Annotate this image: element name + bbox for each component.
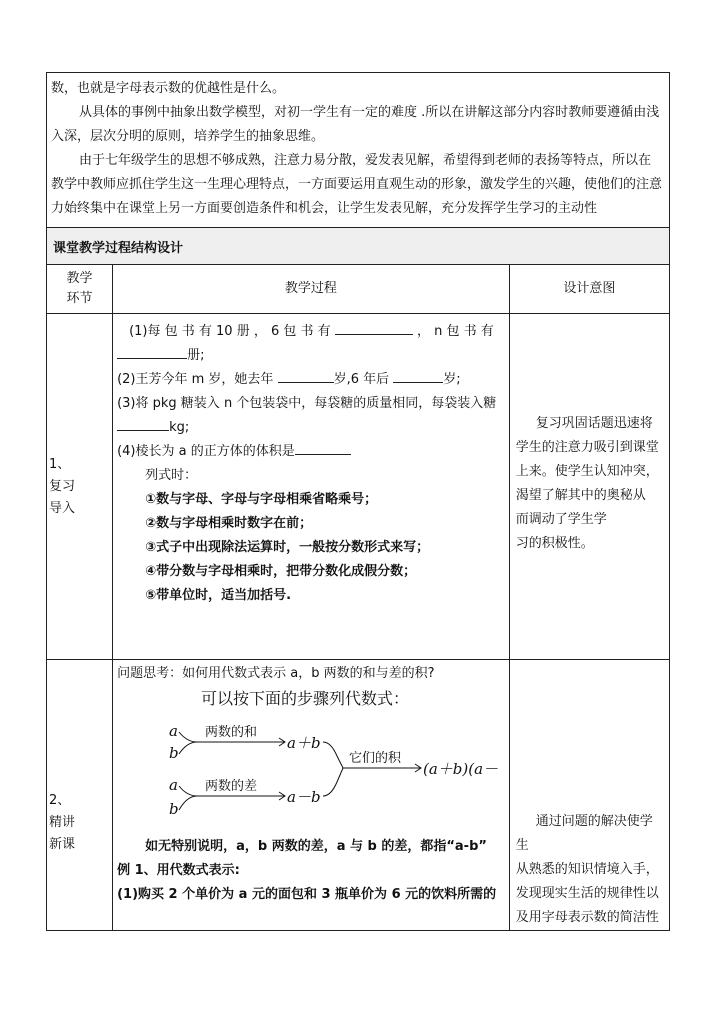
header-process: 教学过程 [113,265,510,314]
stage-cell-2 [47,660,113,931]
answer-blank [335,320,413,335]
example-item-1: (1)购买 2 个单价为 a 元的面包和 3 瓶单价为 6 元的饮料所需的 [117,887,497,902]
rule-item: ②数与字母相乘时数字在前； [145,516,313,531]
question-2 [117,368,505,392]
diagram-line [323,768,343,796]
answer-blank [393,368,443,383]
stage-2-number: 2、 [49,793,71,808]
stage-2-line2: 新课 [49,837,76,852]
step-diagram-svg [117,690,509,822]
answer-blank [117,344,187,359]
intent-cell-1 [509,314,669,660]
intent-line: 习的积极性。 [515,536,594,551]
stage-1-line1: 复习 [49,479,76,494]
intent-line: 上来。使学生认知冲突， [515,464,659,479]
sum-label: 两数的和 [205,725,258,740]
row-review [47,314,670,660]
rule-item: ④带分数与字母相乘时，把带分数化成假分数； [145,564,417,579]
diagram-line [179,796,197,810]
question-1-part-c: 册; [187,348,205,363]
intent-cell-2 [509,660,669,931]
question-think: 问题思考：如何用代数式表示 a，b 两数的和与差的积? [117,666,435,681]
intent-line: 通过问题的解决使学生 [515,814,653,853]
intent-line: 及用字母表示数的简洁性 [515,910,659,925]
rule-item: ⑤带单位时，适当加括号. [145,588,292,603]
section-title: 课堂教学过程结构设计 [47,228,670,265]
stage-1-line2: 导入 [49,501,76,516]
stage-label-2 [47,660,112,856]
intent-line: 学生的注意力吸引到课堂 [515,440,659,455]
diagram-a-bottom: a [169,776,179,794]
question-1-part-b: ， n 包 书 有 [416,324,494,339]
diagram-line [179,742,197,754]
intent-line: 发现现实生活的规律性以 [515,886,659,901]
diagram-b-top: b [169,744,179,762]
stage-1-number: 1、 [49,457,71,472]
header-stage [47,265,113,314]
question-3-part-b: kg; [169,420,190,435]
intent-line: 渴望了解其中的奥秘从 [515,488,646,503]
question-2-part-a: (2)王芳今年 m 岁，她去年 [117,372,274,387]
stage-cell-1 [47,314,113,660]
intro-paragraph-3: 由于七年级学生的思想不够成熟，注意力易分散，爱发表见解，希望得到老师的表扬等特点，所以在教学中教师应抓住学生这一生理心理特点，一方面要运用直观生动的形象，激发学生的兴趣，使他们的注意力始终集中在课堂上另一方面要创造条件和机会，让学生发表见解，充分发挥学生学习的主动性 [51,153,663,216]
question-1-part-a: (1)每 包 书 有 10 册 ， 6 包 书 有 [129,324,331,339]
stage-2-line1: 精讲 [49,815,76,830]
product-expression: (a＋b)(a－ [423,760,499,778]
header-intent: 设计意图 [509,265,669,314]
answer-blank [295,440,351,455]
diagram-b-bottom: b [169,800,179,818]
question-4 [117,440,505,464]
intent-line: 从熟悉的知识情境入手， [515,862,659,877]
note-difference: 如无特别说明，a，b 两数的差，a 与 b 的差，都指“a-b” [145,839,487,854]
document-page [46,72,670,931]
intro-line-1: 数，也就是字母表示数的优越性是什么。 [51,81,286,96]
intent-line: 复习巩固话题迅速将 [535,416,653,431]
question-1 [117,320,505,344]
answer-blank [117,416,169,431]
intent-text-1 [510,314,669,556]
step-diagram [117,690,505,831]
rule-item: ③式子中出现除法运算时，一般按分数形式来写； [145,540,430,555]
row-new-lesson [47,660,670,931]
intent-line: 而调动了学生学 [515,512,607,527]
difference-expression: a－b [287,788,321,806]
intro-cell [47,73,670,228]
question-2-part-b: 岁,6 年后 [333,372,390,387]
diagram-title: 可以按下面的步骤列代数式： [201,690,410,708]
question-2-part-c: 岁; [443,372,461,387]
process-cell-2 [113,660,510,931]
sum-expression: a＋b [287,734,321,752]
diagram-a-top: a [169,722,179,740]
intro-paragraph-2: 从具体的事例中抽象出数学模型，对初一学生有一定的难度 .所以在讲解这部分内容时教师要遵循由浅入深，层次分明的原则，培养学生的抽象思维。 [51,105,660,144]
difference-label: 两数的差 [205,779,258,794]
lesson-plan-table [46,72,670,931]
header-stage-line1: 教学 [66,271,93,286]
rules-title: 列式时： [145,468,198,483]
header-stage-line2: 环节 [66,291,93,306]
product-label: 它们的积 [349,751,402,766]
header-row [47,265,670,314]
section-heading-row [47,228,670,265]
question-3-cont [117,416,505,440]
answer-blank [278,368,334,383]
diagram-line [323,742,343,768]
question-3: (3)将 pkg 糖装入 n 个包装袋中，每袋糖的质量相同，每袋装入糖 [117,396,497,411]
intro-row [47,73,670,228]
intent-text-2 [510,660,669,930]
question-4-text: (4)棱长为 a 的正方体的体积是 [117,444,295,459]
stage-label-1 [47,314,112,520]
process-cell-1 [113,314,510,660]
question-1-cont [117,344,505,368]
example-title: 例 1、用代数式表示: [117,863,240,878]
rule-item: ①数与字母、字母与字母相乘省略乘号； [145,492,378,507]
